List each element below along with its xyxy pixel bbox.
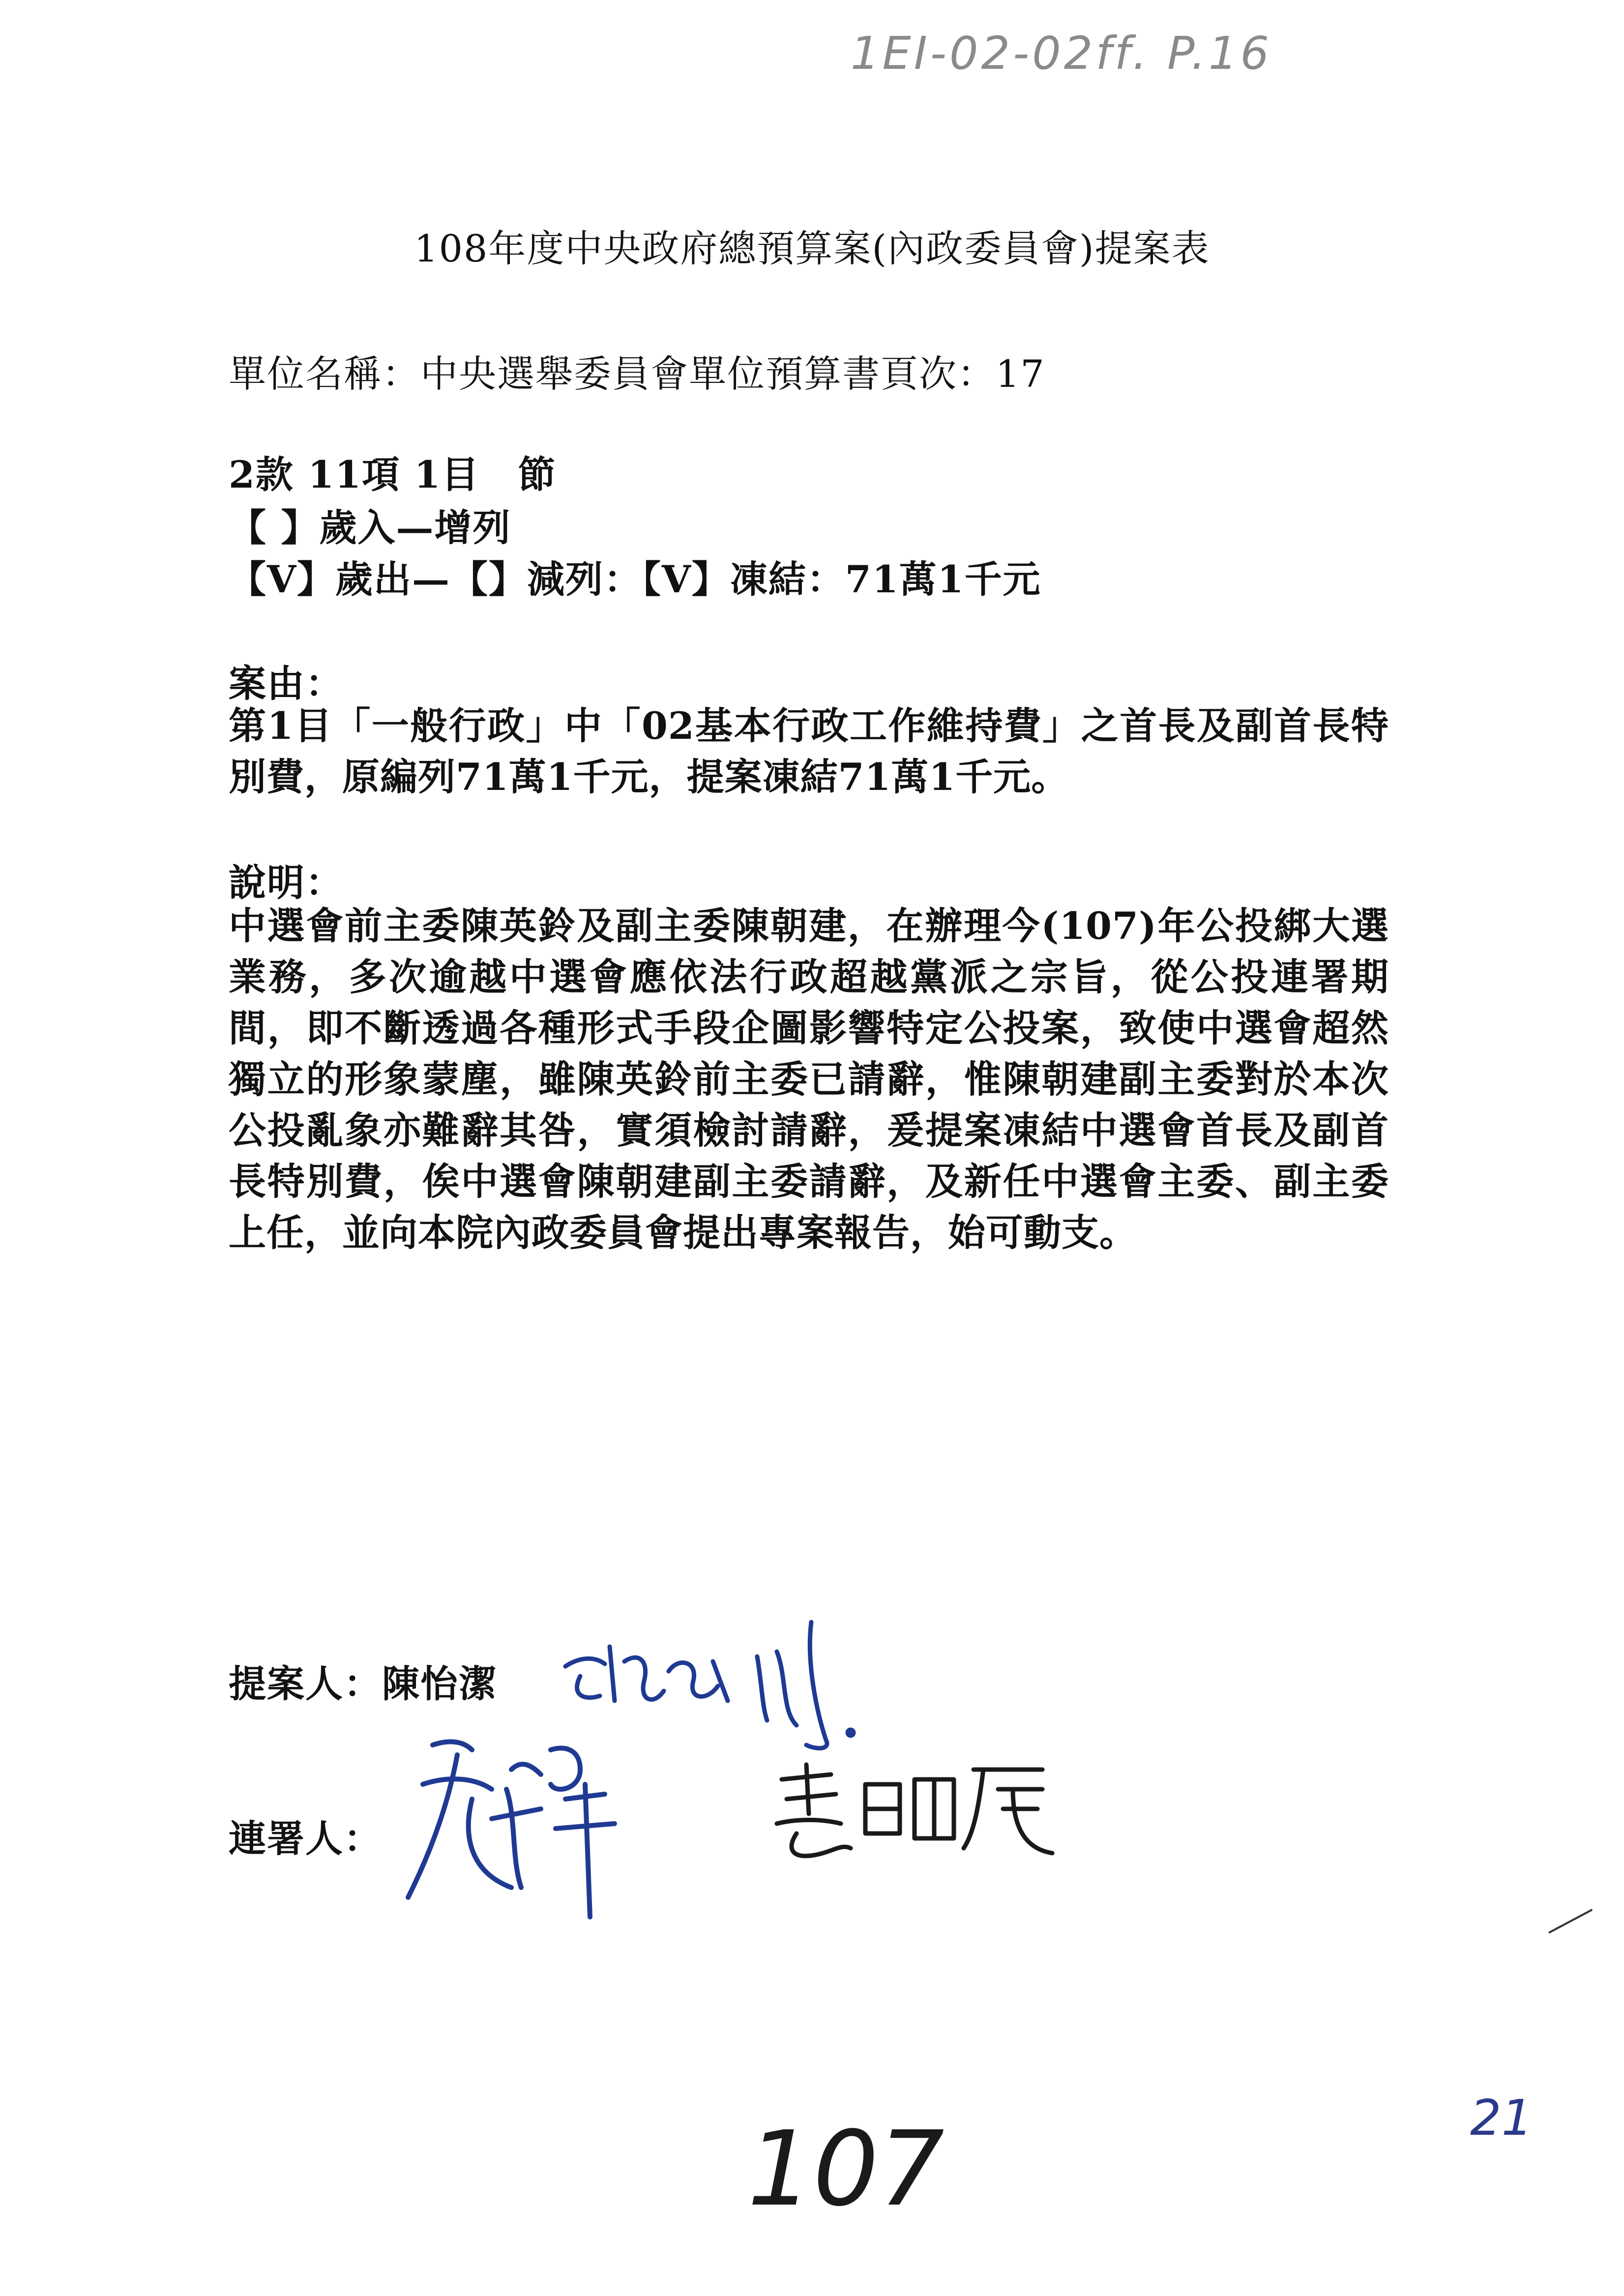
explanation-heading: 說明： (229, 861, 344, 904)
margin-pen-mark (1548, 1909, 1593, 1933)
budget-item-line: 2款 11項 1目 節 (229, 453, 557, 496)
handwritten-reference-stamp: 1EI-02-02ff. P.16 (851, 27, 1272, 80)
expense-freeze-line: 【V】歲出—【】減列：【V】凍結：71萬1千元 (229, 557, 1041, 601)
unit-name-line: 單位名稱：中央選舉委員會單位預算書頁次：17 (229, 352, 1045, 396)
corner-number: 21 (1470, 2089, 1533, 2147)
cosigner-signature-2 (767, 1750, 1062, 1868)
document-title: 108年度中央政府總預算案(內政委員會)提案表 (414, 227, 1210, 270)
reason-heading: 案由： (229, 662, 344, 705)
cosigner-label: 連署人： (229, 1817, 382, 1860)
page-number: 107 (747, 2109, 945, 2229)
proposer-label: 提案人：陳怡潔 (229, 1662, 497, 1706)
reason-text: 第1目「一般行政」中「02基本行政工作維持費」之首長及副首長特別費，原編列71萬1千元，提案凍結71萬1千元。 (229, 704, 1389, 799)
revenue-increase-line: 【 】歲入—增列 (229, 506, 511, 550)
explanation-text: 中選會前主委陳英鈴及副主委陳朝建，在辦理今(107)年公投綁大選業務，多次逾越中選會應依法行政超越黨派之宗旨，從公投連署期間，即不斷透過各種形式手段企圖影響特定公投案，致使中選會超然獨立的形象蒙塵，雖陳英鈴前主委已請辭，惟陳朝建副主委對於本次公投亂象亦難辭其咎，實須檢討請辭，爰提案凍結中選會首長及副首長特別費，俟中選會陳朝建副主委請辭，及新任中選會主委、副主委上任，並向本院內政委員會提出專案報告，始可動支。 (229, 904, 1389, 1254)
cosigner-signature-1 (393, 1711, 669, 1927)
